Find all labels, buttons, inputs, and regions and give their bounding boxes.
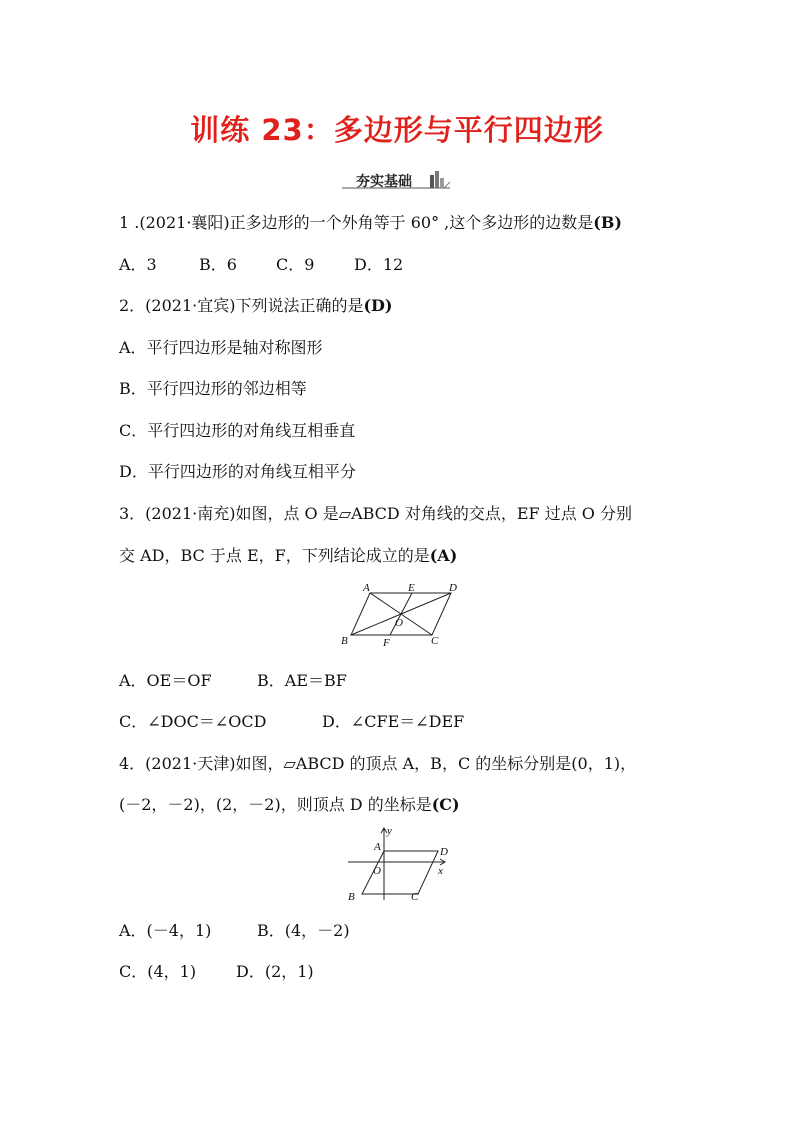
q3-option-d: D．∠CFE＝∠DEF [322, 712, 465, 731]
q2-option-a: A．平行四边形是轴对称图形 [119, 338, 323, 357]
q3-option-c: C．∠DOC＝∠OCD [119, 712, 267, 731]
q2-stem: 2．(2021·宜宾)下列说法正确的是 [119, 296, 364, 315]
q1-answer: (B) [593, 213, 622, 232]
q4-label-a: A [374, 841, 381, 853]
q3-label-f: F [383, 637, 390, 649]
q3-label-c: C [431, 635, 439, 647]
buildings-icon [340, 167, 460, 191]
q1-option-d: D．12 [354, 255, 404, 274]
q4-label-x: x [438, 865, 443, 877]
q2-stem-line [119, 295, 393, 317]
q4-stem-tail: (－2，－2)，(2，－2)，则顶点 D 的坐标是 [119, 795, 432, 814]
q3-stem-line2 [119, 545, 457, 567]
q3-label-o: O [395, 617, 403, 629]
section-header [340, 167, 460, 191]
q4-label-y: y [387, 825, 392, 837]
q4-options-row2 [119, 961, 314, 983]
q4-label-o: O [373, 865, 381, 877]
q4-option-d: D．(2，1) [236, 962, 314, 981]
q4-option-c: C．(4，1) [119, 962, 197, 981]
q1-stem-line [119, 212, 622, 234]
q2-option-b: B．平行四边形的邻边相等 [119, 379, 307, 398]
q4-option-b: B．(4，－2) [257, 921, 350, 940]
q4-stem-line1: 4．(2021·天津)如图，▱ABCD 的顶点 A，B，C 的坐标分别是(0，1)， [119, 754, 637, 773]
q3-parallelogram-figure [336, 580, 466, 650]
page-title: 训练 23：多边形与平行四边形 [190, 113, 604, 147]
q3-label-a: A [363, 582, 370, 594]
q4-label-d: D [440, 846, 448, 858]
q4-label-b: B [348, 891, 355, 903]
q3-label-d: D [449, 582, 457, 594]
q3-stem-tail: 交 AD，BC 于点 E，F，下列结论成立的是 [119, 546, 430, 565]
q1-options [119, 254, 403, 276]
q3-option-a: A．OE＝OF [119, 671, 212, 690]
q3-stem-line1: 3．(2021·南充)如图，点 O 是▱ABCD 对角线的交点，EF 过点 O 分别 [119, 504, 632, 523]
q2-answer: (D) [363, 296, 393, 315]
q1-option-b: B．6 [199, 255, 237, 274]
q2-option-c: C．平行四边形的对角线互相垂直 [119, 421, 356, 440]
q1-stem: 1 .(2021·襄阳)正多边形的一个外角等于 60° ,这个多边形的边数是 [119, 213, 594, 232]
q3-options-row1 [119, 670, 347, 692]
q3-option-b: B．AE＝BF [257, 671, 347, 690]
q1-option-c: C．9 [276, 255, 315, 274]
q4-coordinate-figure [340, 824, 460, 904]
q4-stem-line2 [119, 794, 460, 816]
q3-options-row2 [119, 711, 464, 733]
q4-option-a: A．(－4，1) [119, 921, 212, 940]
section-label: 夯实基础 [356, 174, 412, 190]
q4-answer: (C) [431, 795, 460, 814]
q4-options-row1 [119, 920, 350, 942]
q3-answer: (A) [429, 546, 458, 565]
q3-label-e: E [408, 582, 415, 594]
q3-label-b: B [341, 635, 348, 647]
q4-label-c: C [411, 891, 419, 903]
q1-option-a: A．3 [119, 255, 157, 274]
q2-option-d: D．平行四边形的对角线互相平分 [119, 462, 356, 481]
